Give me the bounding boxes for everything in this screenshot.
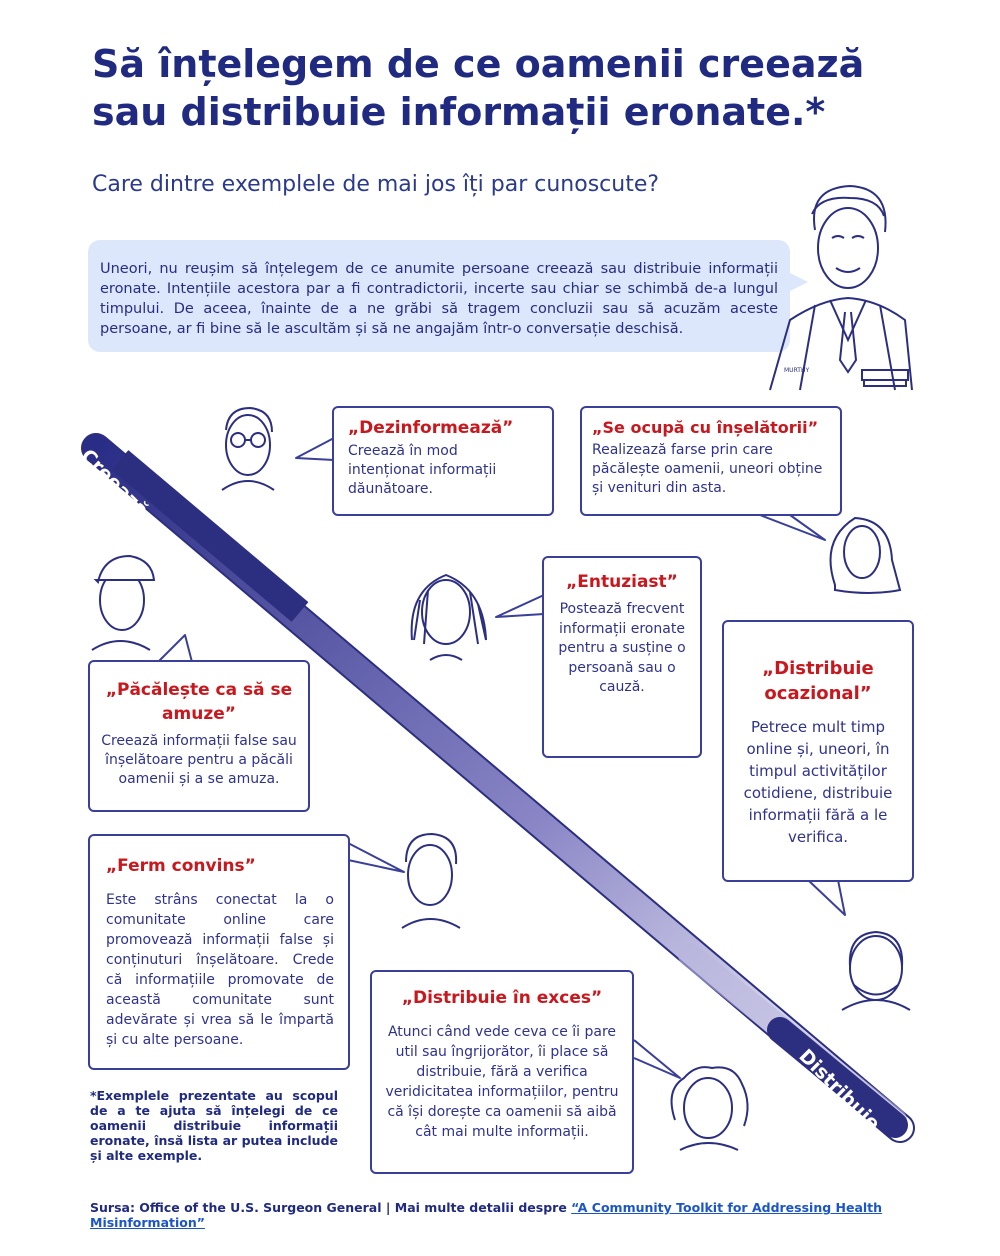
face-curly-hair <box>672 1067 748 1150</box>
face-bearded <box>842 932 910 1010</box>
intro-bubble-tail <box>788 272 808 292</box>
card-pacaleste <box>88 660 310 812</box>
card-desc: Este strâns conectat la o comunitate online care promovează informații false și conținuturi înșelătoare. Crede că informațiile promovate de această comunitate sunt adevărate și vrea să le împartă și cu alte persoane. <box>106 892 334 1048</box>
source-link[interactable]: “A Community Toolkit for Addressing Health Misinformation” <box>90 1200 883 1230</box>
tail-dezinformeaza <box>296 438 334 460</box>
source-line <box>90 1200 1000 1230</box>
card-desc: Petrece mult timp online și, uneori, în timpul activităților cotidiene, distribuie informații fără a le verifica. <box>743 718 893 846</box>
scale-top-label: Creează <box>76 445 153 522</box>
intro-speech-bubble: Uneori, nu reușim să înțelegem de ce anumite persoane creează sau distribuie informații eronate. Intențiile acestora par a fi contradictorii, incerte sau chiar se schimbă de-a lungul timpului. De aceea, înainte de a ne grăbi să tragem concluzii sau să acuzăm aceste persoane, ar fi bine să le ascultăm și să ne angajăm într-o conversație deschisă. <box>88 240 790 352</box>
card-desc: Postează frecvent informații eronate pentru a susține o persoană sau o cauză. <box>558 601 686 695</box>
card-title: „Se ocupă cu înșelătorii” <box>592 418 819 437</box>
card-desc: Creează informații false sau înșelătoare pentru a păcăli oamenii și a se amuza. <box>101 733 297 787</box>
face-cap <box>92 556 154 650</box>
tail-entuziast <box>496 595 544 617</box>
face-long-hair <box>831 518 901 593</box>
card-convins <box>88 834 350 1070</box>
page-title: Să înțelegem de ce oamenii creează sau distribuie informații eronate.* <box>92 42 865 134</box>
card-title: „Distribuie în exces” <box>401 988 603 1008</box>
tail-convins <box>348 843 404 872</box>
tail-ocazional <box>808 880 845 915</box>
card-title: „Păcălește ca să se amuze” <box>105 680 293 724</box>
card-title: „Dezinformează” <box>348 418 514 438</box>
card-inselatorii <box>580 406 842 516</box>
tail-exces <box>634 1040 680 1078</box>
scale-bottom-label: Distribuie <box>794 1045 885 1135</box>
face-glasses <box>222 408 274 490</box>
card-desc: Realizează farse prin care păcălește oamenii, uneori obține și venituri din asta. <box>592 442 823 496</box>
card-title: „Distribuie ocazional” <box>762 658 874 704</box>
face-dreadlocks <box>412 575 486 660</box>
card-ocazional <box>722 620 914 882</box>
card-exces <box>370 970 634 1174</box>
card-title: „Entuziast” <box>566 572 678 592</box>
page-subtitle: Care dintre exemplele de mai jos îți par cunoscute? <box>92 172 660 197</box>
tail-pacaleste <box>158 635 192 662</box>
card-title: „Ferm convins” <box>106 856 256 876</box>
card-entuziast <box>542 556 702 758</box>
card-desc: Creează în mod intenționat informații dăunătoare. <box>348 443 497 497</box>
card-dezinformeaza <box>332 406 554 516</box>
card-desc: Atunci când vede ceva ce îi pare util sau îngrijorător, îi place să distribuie, fără a verifica veridicitatea informațiilor, pentru că își dorește ca oamenii să aibă cât mai multe informații. <box>385 1024 619 1140</box>
source-prefix: Sursa: Office of the U.S. Surgeon General | Mai multe detalii despre <box>90 1200 572 1215</box>
tail-inselatorii <box>760 515 825 540</box>
footnote: *Exemplele prezentate au scopul de a te ajuta să înțelegi de ce oamenii distribuie informații eronate, însă lista ar putea include și alte exemple. <box>90 1088 338 1163</box>
face-man-center <box>402 834 460 928</box>
doctor-badge: MURTHY <box>784 367 810 374</box>
